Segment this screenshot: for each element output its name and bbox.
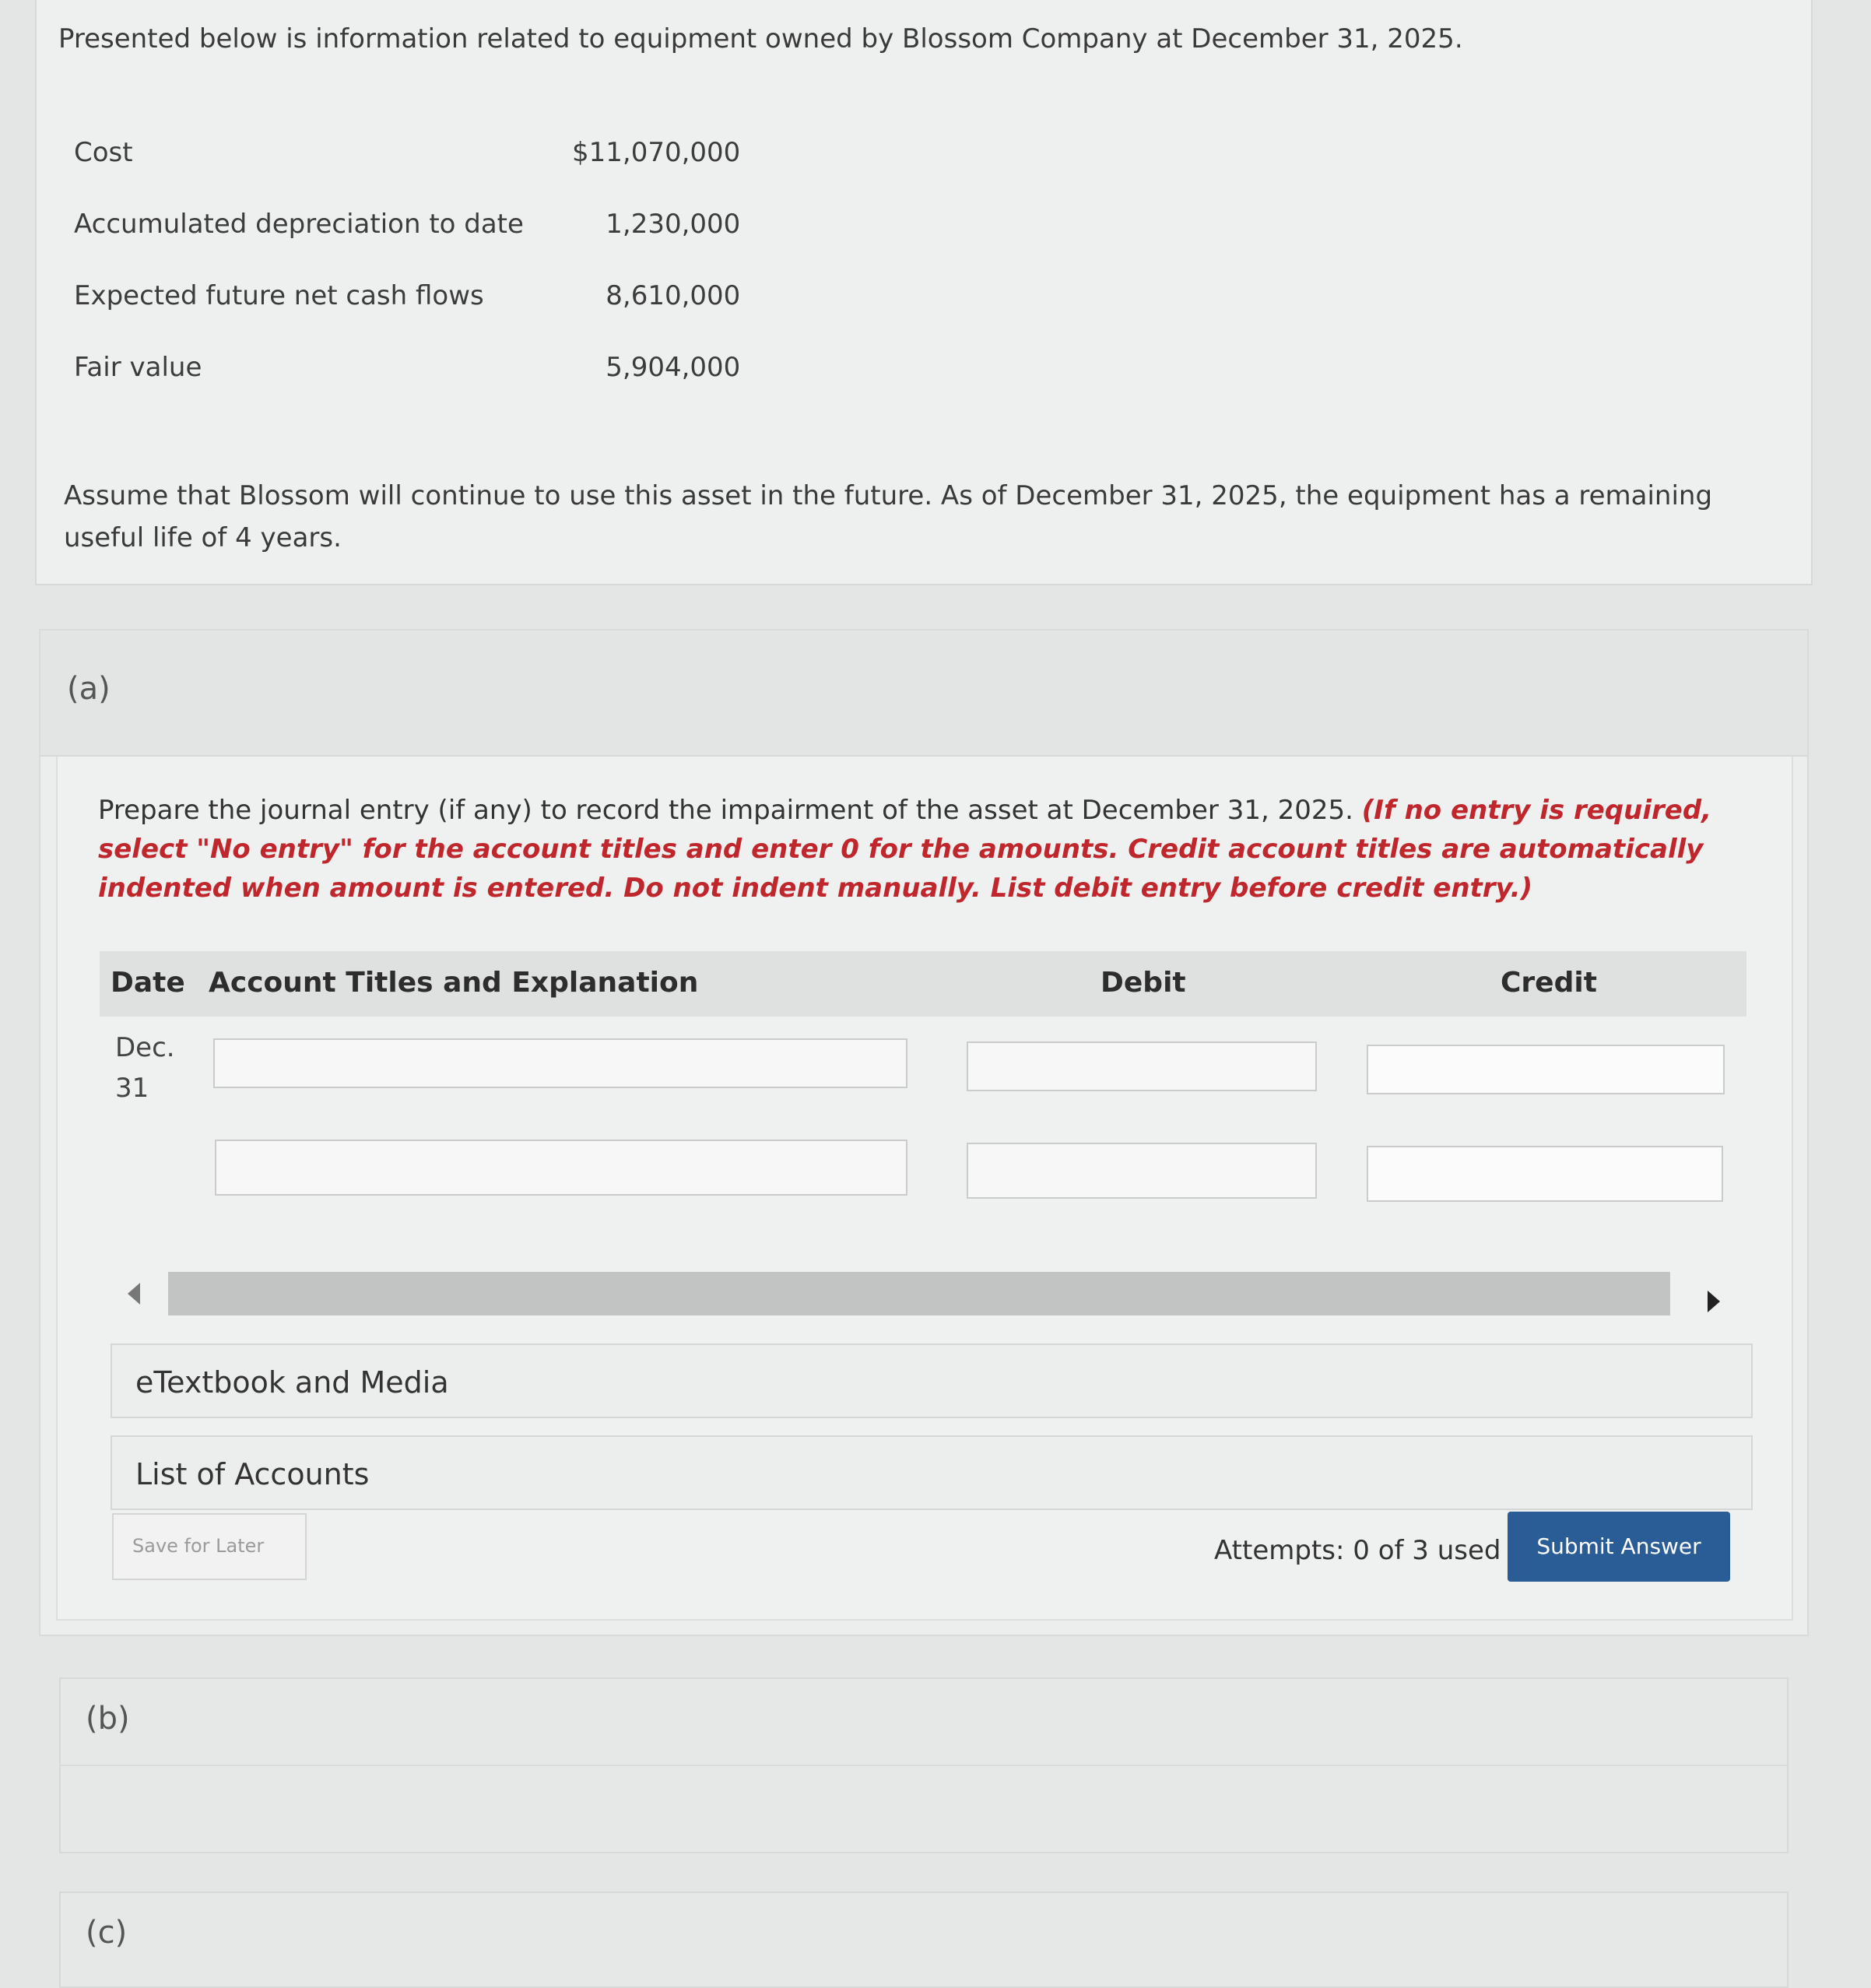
scroll-left-arrow-icon[interactable] — [128, 1283, 140, 1305]
scroll-track[interactable] — [168, 1272, 1670, 1315]
col-credit: Credit — [1501, 967, 1597, 999]
submit-answer-button[interactable]: Submit Answer — [1508, 1512, 1730, 1582]
list-of-accounts-link[interactable]: List of Accounts — [111, 1435, 1753, 1510]
row-label: Fair value — [74, 352, 202, 383]
part-a-body — [56, 757, 1793, 1621]
table-row — [74, 188, 740, 260]
table-row — [74, 117, 740, 188]
col-debit: Debit — [1100, 967, 1186, 999]
col-date: Date — [111, 967, 185, 999]
instruction-note: (If no entry is required, select "No entry" for the account titles and enter 0 for the amounts. Credit account titles are automatically indented when amount is entered. Do not indent manually. List debit entry before credit entry.) — [98, 795, 1712, 904]
divider — [61, 1765, 1787, 1766]
table-row — [74, 332, 740, 403]
row-label: Accumulated depreciation to date — [74, 209, 524, 240]
part-a-header — [40, 630, 1807, 757]
account-title-input-1[interactable] — [213, 1038, 907, 1088]
part-letter: (a) — [67, 671, 111, 707]
account-title-input-2[interactable] — [215, 1140, 907, 1196]
row-value: 8,610,000 — [606, 280, 741, 311]
equipment-data-table — [74, 117, 740, 403]
part-letter: (c) — [86, 1915, 128, 1951]
debit-input-1[interactable] — [967, 1041, 1317, 1091]
part-b-panel[interactable] — [59, 1677, 1789, 1853]
part-c-panel[interactable] — [59, 1891, 1789, 1988]
date-cell — [115, 1027, 175, 1108]
table-row — [74, 260, 740, 332]
debit-input-2[interactable] — [967, 1143, 1317, 1199]
row-value: 5,904,000 — [606, 352, 741, 383]
etextbook-link[interactable]: eTextbook and Media — [111, 1343, 1753, 1418]
row-label: Cost — [74, 137, 133, 168]
problem-panel — [35, 0, 1813, 585]
row-label: Expected future net cash flows — [74, 280, 484, 311]
part-a-panel — [39, 629, 1809, 1636]
row-value: 1,230,000 — [606, 209, 741, 240]
horizontal-scrollbar[interactable] — [128, 1269, 1746, 1323]
credit-input-1[interactable] — [1367, 1045, 1725, 1094]
save-for-later-button[interactable]: Save for Later — [112, 1513, 307, 1580]
part-letter: (b) — [86, 1701, 130, 1737]
scroll-right-arrow-icon[interactable] — [1708, 1291, 1720, 1312]
row-value: $11,070,000 — [572, 137, 741, 168]
credit-input-2[interactable] — [1367, 1146, 1723, 1202]
assumption-text: Assume that Blossom will continue to use this asset in the future. As of December 31, 2025, the equipment has a remaining useful life of 4 years. — [64, 480, 1713, 553]
instruction-text: Prepare the journal entry (if any) to record the impairment of the asset at December 31, 2025. — [98, 795, 1353, 826]
attempts-counter: Attempts: 0 of 3 used — [1214, 1535, 1501, 1566]
col-account: Account Titles and Explanation — [209, 967, 699, 999]
problem-intro: Presented below is information related to equipment owned by Blossom Company at December 31, 2025. — [58, 23, 1463, 54]
date-day: 31 — [115, 1073, 149, 1104]
journal-table-header — [100, 951, 1746, 1017]
date-month: Dec. — [115, 1032, 175, 1063]
instructions — [98, 791, 1771, 908]
